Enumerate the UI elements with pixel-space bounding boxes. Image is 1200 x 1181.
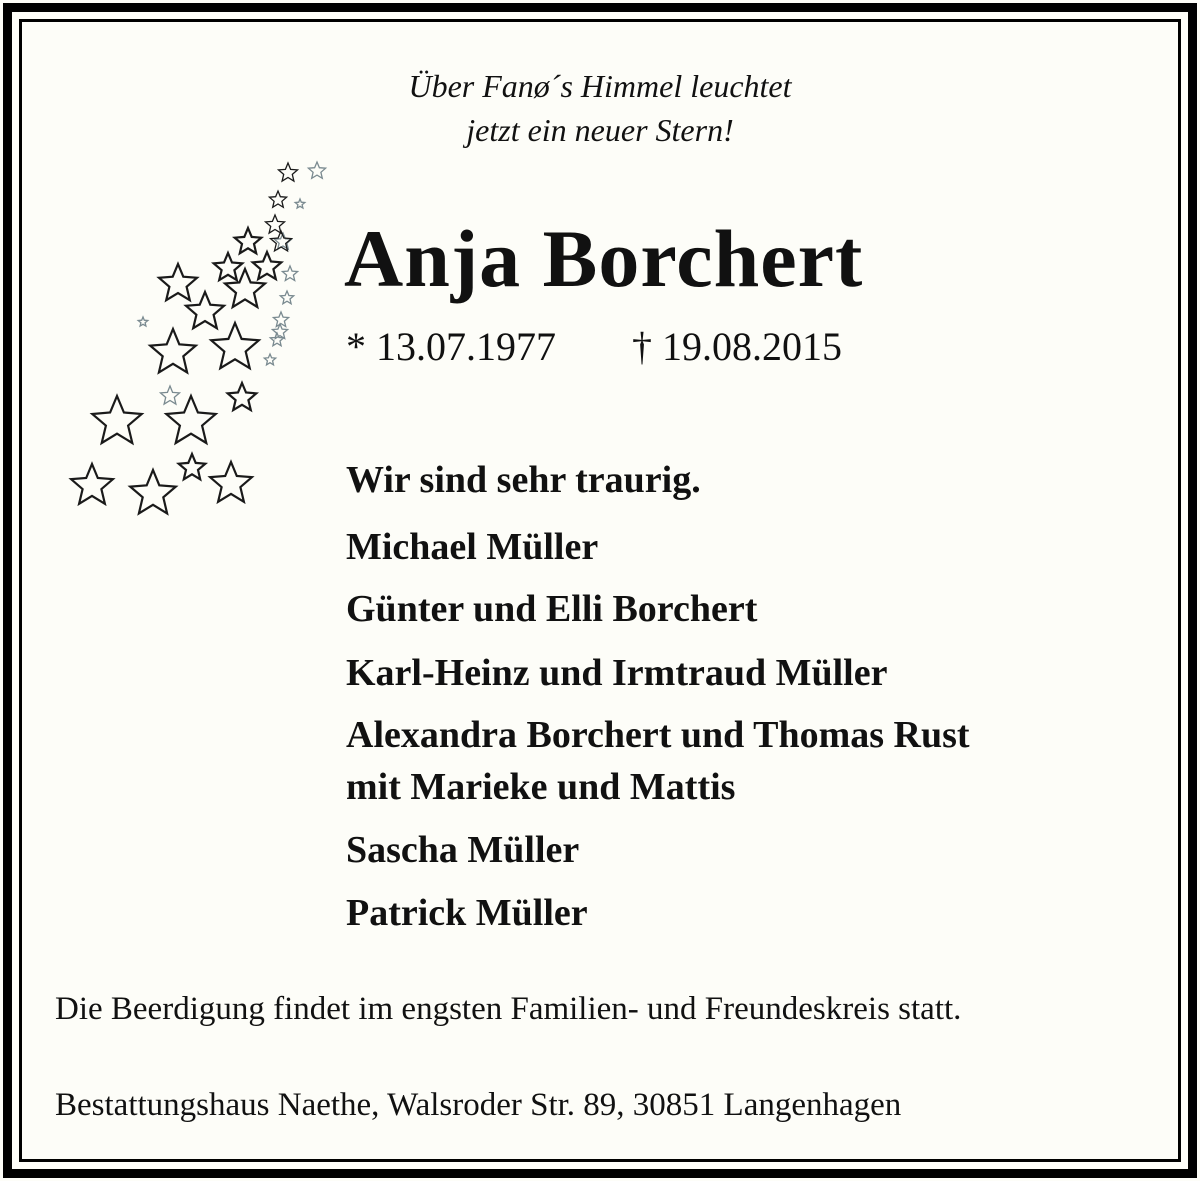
motto-line-2: jetzt ein neuer Stern! [466,112,734,148]
funeral-note: Die Beerdigung findet im engsten Familien- und Freundeskreis statt. [55,991,962,1027]
star-icon [269,191,286,207]
star-icon [264,354,275,365]
star-icon [214,253,243,280]
mourner-name: Alexandra Borchert und Thomas Rust [346,714,970,756]
star-icon [235,228,262,253]
motto-line-1: Über Fanø´s Himmel leuchtet [408,68,792,104]
star-cluster-icon [55,150,345,540]
star-icon [130,470,176,513]
star-icon [308,162,325,178]
star-icon [273,312,288,327]
star-icon [282,266,297,281]
mourner-name: Michael Müller [346,526,599,568]
mourner-name: mit Marieke und Mattis [346,766,736,808]
star-icon [71,464,113,504]
star-icon [210,462,252,502]
star-icon [186,292,224,328]
star-icon [159,264,197,300]
star-icon [295,199,305,208]
star-icon [228,383,257,410]
star-icon [138,317,148,326]
star-icon [253,252,282,279]
mourner-name: Karl-Heinz und Irmtraud Müller [346,652,888,694]
undertaker-address: Bestattungshaus Naethe, Walsroder Str. 89, 30851 Langenhagen [55,1087,902,1123]
mourner-name: Günter und Elli Borchert [346,588,758,630]
star-icon [150,329,196,372]
death-date: † 19.08.2015 [632,324,842,369]
star-icon [280,291,293,304]
star-icon [179,454,206,479]
deceased-name: Anja Borchert [344,213,864,304]
star-icon [161,386,180,404]
mourning-message: Wir sind sehr traurig. [346,459,701,501]
star-icon [211,323,259,368]
star-icon [270,333,283,346]
star-icon [279,163,298,181]
birth-date: * 13.07.1977 [346,324,556,369]
star-icon [92,396,141,443]
mourner-name: Sascha Müller [346,829,580,871]
star-icon [266,215,285,233]
mourner-name: Patrick Müller [346,892,588,934]
